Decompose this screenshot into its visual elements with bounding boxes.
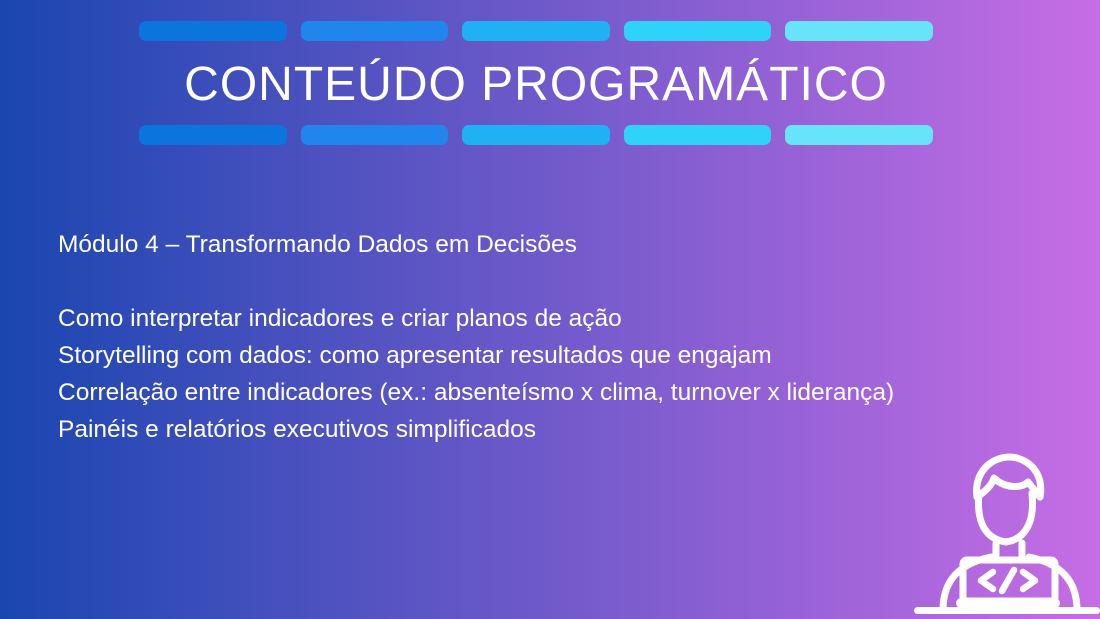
module-heading: Módulo 4 – Transformando Dados em Decisões (58, 231, 577, 258)
decor-bar (462, 125, 610, 145)
decor-bar (462, 21, 610, 41)
spacer-line (58, 263, 1060, 300)
decor-bar-row-bottom (139, 125, 933, 145)
face-outline (978, 493, 1032, 542)
topic-line: Correlação entre indicadores (ex.: absenteísmo x clima, turnover x liderança) (58, 379, 895, 406)
topic-line: Storytelling com dados: como apresentar resultados que engajam (58, 342, 772, 369)
decor-bar (785, 125, 933, 145)
laptop-base (956, 598, 1060, 608)
person-coding-icon (900, 439, 1100, 619)
decor-bar (301, 21, 449, 41)
decor-bar (624, 21, 772, 41)
decor-bar (139, 21, 287, 41)
page-title: CONTEÚDO PROGRAMÁTICO (184, 58, 888, 111)
decor-bar (785, 21, 933, 41)
desk-line (914, 607, 1100, 614)
topic-line: Como interpretar indicadores e criar planos de ação (58, 305, 622, 332)
code-bracket-left (981, 572, 993, 589)
code-slash (1002, 570, 1014, 591)
decor-bar-row-top (139, 21, 933, 41)
decor-bar (301, 125, 449, 145)
slide-header (139, 0, 933, 145)
slide-body (58, 226, 1060, 448)
code-bracket-right (1023, 572, 1035, 589)
decor-bar (624, 125, 772, 145)
topic-line: Painéis e relatórios executivos simplificados (58, 416, 536, 443)
decor-bar (139, 125, 287, 145)
